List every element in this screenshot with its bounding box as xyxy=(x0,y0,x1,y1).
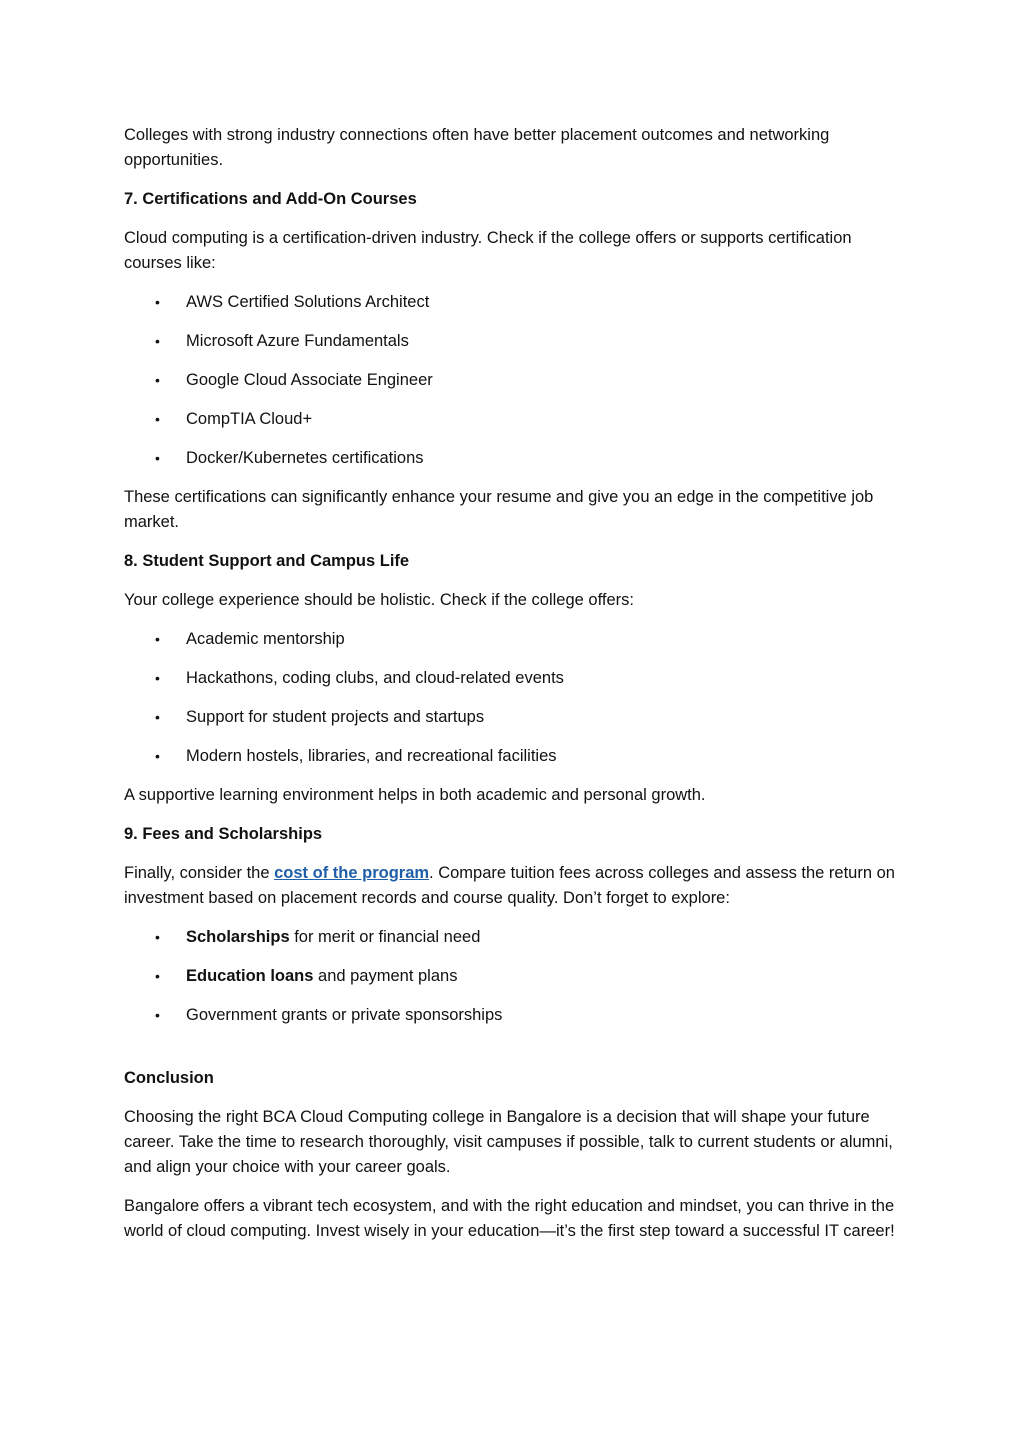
section-7-intro: Cloud computing is a certification-driven industry. Check if the college offers or supports certification courses like: xyxy=(124,229,852,272)
certification-list xyxy=(124,290,904,471)
conclusion-heading: Conclusion xyxy=(124,1069,214,1087)
bullet-icon: • xyxy=(155,372,160,388)
list-item: • Google Cloud Associate Engineer xyxy=(124,368,904,393)
list-item: • Docker/Kubernetes certifications xyxy=(124,446,904,471)
bullet-icon: • xyxy=(155,294,160,310)
section-7-heading: 7. Certifications and Add-On Courses xyxy=(124,190,417,208)
section-7-outro: These certifications can significantly enhance your resume and give you an edge in the competitive job market. xyxy=(124,488,874,531)
bullet-icon: • xyxy=(155,631,160,647)
section-8-outro: A supportive learning environment helps in both academic and personal growth. xyxy=(124,786,706,804)
campus-life-list xyxy=(124,627,904,769)
bullet-icon: • xyxy=(155,450,160,466)
spacer xyxy=(124,1042,904,1066)
list-item: • Modern hostels, libraries, and recreational facilities xyxy=(124,744,904,769)
section-8-intro: Your college experience should be holistic. Check if the college offers: xyxy=(124,591,634,609)
list-item: • Scholarships for merit or financial need xyxy=(124,925,904,950)
conclusion-paragraph-1: Choosing the right BCA Cloud Computing college in Bangalore is a decision that will shape your future career. Take the time to research thoroughly, visit campuses if possible, talk to current students or alumni, and align your choice with your career goals. xyxy=(124,1108,893,1176)
bullet-icon: • xyxy=(155,670,160,686)
list-item: • AWS Certified Solutions Architect xyxy=(124,290,904,315)
fees-list xyxy=(124,925,904,1028)
bullet-icon: • xyxy=(155,1007,160,1023)
list-item: • Support for student projects and startups xyxy=(124,705,904,730)
document-page xyxy=(124,123,904,1258)
bullet-icon: • xyxy=(155,968,160,984)
bullet-icon: • xyxy=(155,929,160,945)
bullet-icon: • xyxy=(155,411,160,427)
bullet-icon: • xyxy=(155,748,160,764)
list-item: • Microsoft Azure Fundamentals xyxy=(124,329,904,354)
cost-of-program-link[interactable]: cost of the program xyxy=(274,864,430,882)
list-item: • CompTIA Cloud+ xyxy=(124,407,904,432)
list-item: • Academic mentorship xyxy=(124,627,904,652)
list-item: • Government grants or private sponsorships xyxy=(124,1003,904,1028)
section-9-heading: 9. Fees and Scholarships xyxy=(124,825,323,843)
bullet-icon: • xyxy=(155,333,160,349)
bullet-icon: • xyxy=(155,709,160,725)
section-8-heading: 8. Student Support and Campus Life xyxy=(124,552,410,570)
list-item: • Education loans and payment plans xyxy=(124,964,904,989)
intro-paragraph: Colleges with strong industry connections often have better placement outcomes and networking opportunities. xyxy=(124,126,830,169)
list-item: • Hackathons, coding clubs, and cloud-related events xyxy=(124,666,904,691)
conclusion-paragraph-2: Bangalore offers a vibrant tech ecosystem, and with the right education and mindset, you can thrive in the world of cloud computing. Invest wisely in your education—it’s the first step toward a successful IT career! xyxy=(124,1197,895,1240)
section-9-intro: Finally, consider the cost of the program. Compare tuition fees across colleges and assess the return on investment based on placement records and course quality. Don’t forget to explore: xyxy=(124,864,895,907)
